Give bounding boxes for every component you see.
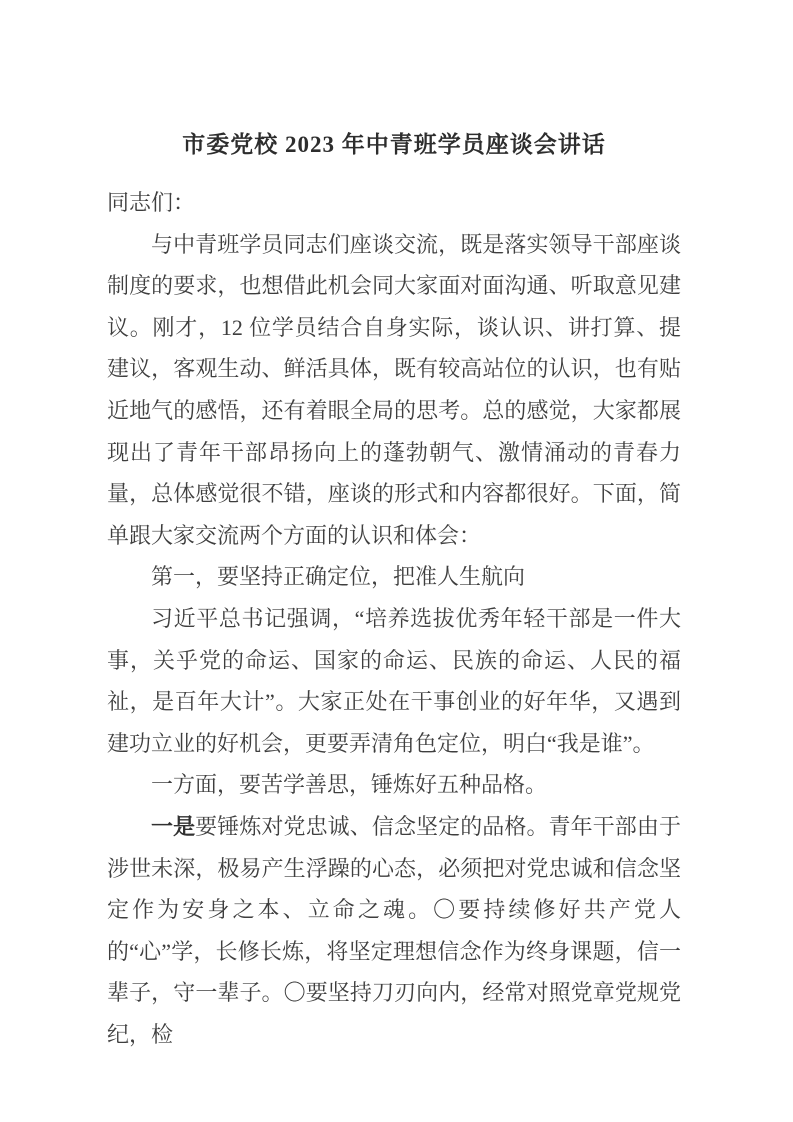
paragraph-point-one — [107, 806, 681, 1056]
paragraph-intro: 与中青班学员同志们座谈交流，既是落实领导干部座谈制度的要求，也想借此机会同大家面对面沟通、听取意见建议。刚才，12 位学员结合自身实际，谈认识、讲打算、提建议，客观生动、鲜活具体，既有较高站位的认识，也有贴近地气的感悟，还有着眼全局的思考。总的感觉，大家都展现出了青年干部昂扬向上的蓬勃朝气、激情涌动的青春力量，总体感觉很不错，座谈的形式和内容都很好。下面，简单跟大家交流两个方面的认识和体会： — [107, 231, 681, 548]
salutation: 同志们： — [107, 190, 196, 215]
document-title: 市委党校 2023 年中青班学员座谈会讲话 — [182, 132, 606, 157]
text-run: 要锤炼对党忠诚、信念坚定的品格。青年干部由于涉世未深，极易产生浮躁的心态，必须把对党忠诚和信念坚定作为安身之本、立命之魂。〇要持续修好共产党人的“心”学，长修长炼，将坚定理想信念作为终身课题，信一辈子，守一辈子。〇要坚持刀刃向内，经常对照党章党规党纪，检 — [107, 813, 681, 1047]
section-heading-first: 第一，要坚持正确定位，把准人生航向 — [151, 564, 526, 590]
paragraph-quote: 习近平总书记强调，“培养选拔优秀年轻干部是一件大事，关乎党的命运、国家的命运、民族的命运、人民的福祉，是百年大计”。大家正处在干事创业的好年华，又遇到建功立业的好机会，更要弄清角色定位，明白“我是谁”。 — [107, 605, 681, 756]
bold-run-yishi: 一是 — [151, 813, 196, 839]
subsection-heading-one-aspect: 一方面，要苦学善思，锤炼好五种品格。 — [151, 772, 548, 798]
document-body — [107, 0, 681, 1055]
